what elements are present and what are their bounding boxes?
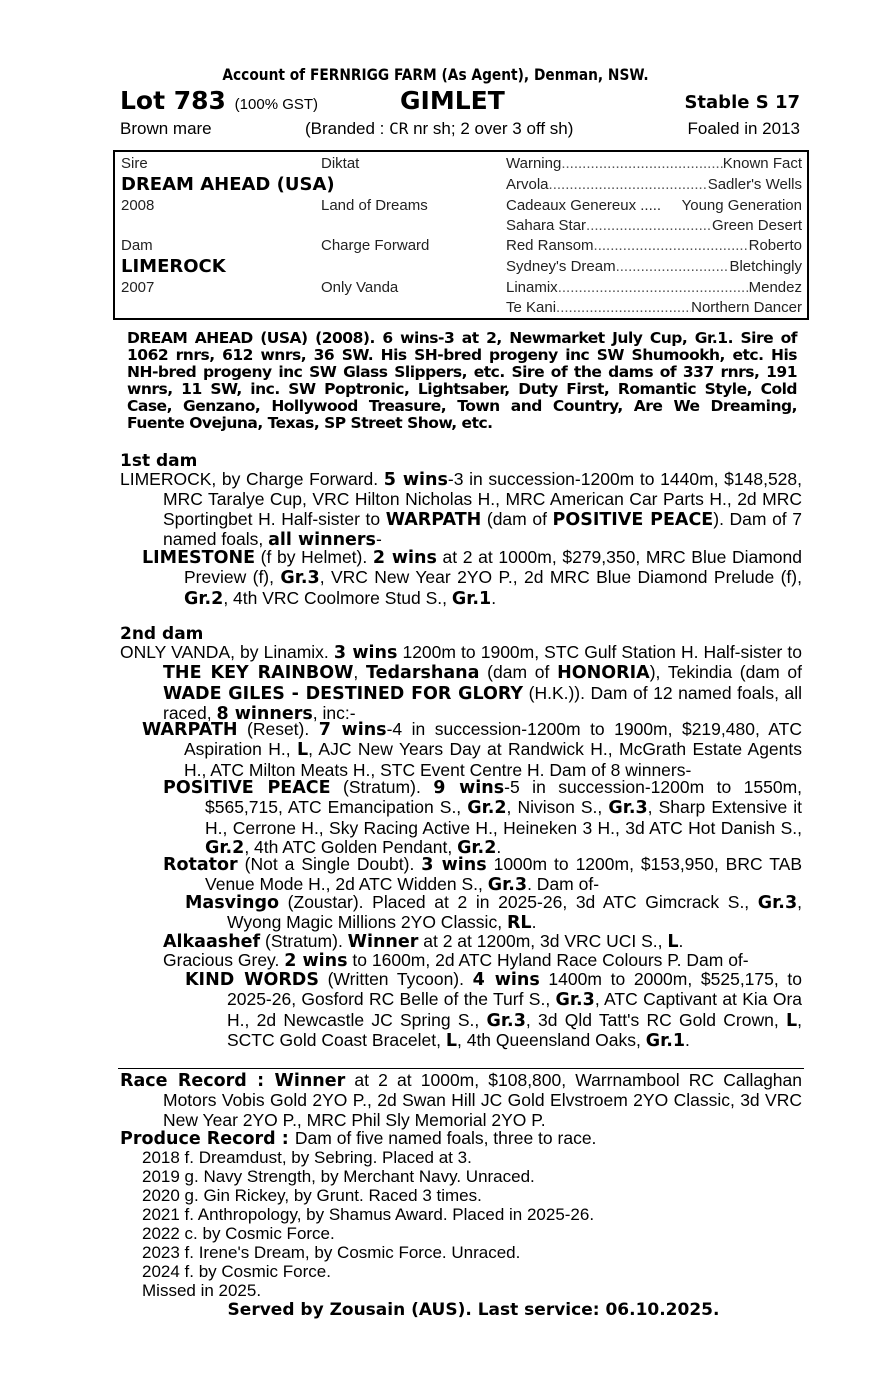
gp-row bbox=[506, 196, 802, 216]
text: , inc:- bbox=[312, 703, 356, 724]
gp-row bbox=[506, 236, 802, 256]
gst-note: (100% GST) bbox=[234, 96, 319, 113]
gp-row bbox=[506, 298, 802, 318]
gp-left: Red Ransom bbox=[506, 237, 594, 254]
horse-name: GIMLET bbox=[400, 86, 505, 115]
bold-text: Gr.2 bbox=[457, 838, 497, 859]
bold-text: Gr.2 bbox=[205, 838, 245, 859]
bold-text: Gr.3 bbox=[280, 568, 320, 589]
bold-text: Gr.3 bbox=[487, 875, 528, 896]
sire-year: 2008 bbox=[121, 197, 155, 214]
gp-right: Green Desert bbox=[711, 217, 802, 234]
limestone-paragraph bbox=[142, 548, 802, 609]
pedigree-table bbox=[113, 150, 809, 320]
sire-name: DREAM AHEAD (USA) bbox=[121, 174, 335, 195]
produce-item: 2022 c. by Cosmic Force. bbox=[142, 1224, 335, 1243]
bold-text: Gr.3 bbox=[757, 893, 798, 913]
text: , Sharp Extensive it H., Cerrone H., Sky Racing Active H., Heineken 3 H., 3d ATC Hot Danish S., bbox=[205, 797, 802, 838]
text: . Dam of- bbox=[527, 874, 600, 895]
second-dam-heading: 2nd dam bbox=[120, 624, 204, 644]
gp-right: Bletchingly bbox=[729, 258, 802, 275]
kind-words-paragraph bbox=[185, 970, 802, 1052]
gp-row bbox=[506, 175, 802, 195]
gp-row bbox=[506, 154, 802, 174]
text: , Nivison S., bbox=[506, 797, 609, 818]
gp-left: Sahara Star bbox=[506, 217, 587, 234]
bold-text: 7 wins bbox=[318, 720, 387, 740]
gp-dots bbox=[616, 257, 730, 277]
bold-text: WARPATH bbox=[142, 720, 238, 740]
bold-text: Winner bbox=[347, 932, 419, 952]
text: at 2 at 1000m, $279,350, MRC Blue Diamond Preview (f), bbox=[184, 547, 802, 588]
text: (dam of bbox=[479, 662, 558, 683]
bold-text: Gr.3 bbox=[486, 1010, 526, 1031]
produce-item: 2023 f. Irene's Dream, by Cosmic Force. Unraced. bbox=[142, 1243, 521, 1262]
text: -3 in succession-1200m to 1440m, $148,528, MRC Taralye Cup, VRC Hilton Nicholas H., MRC American Car Parts H., 2d MRC Sportingbet H. Half-sister to bbox=[163, 469, 803, 529]
gp-dots bbox=[594, 236, 749, 256]
gp-left: Linamix bbox=[506, 279, 558, 296]
produce-item: 2019 g. Navy Strength, by Merchant Navy. Unraced. bbox=[142, 1167, 535, 1186]
text: (H.K.)). Dam of 12 named foals, all raced, bbox=[163, 682, 802, 724]
bold-text: 3 wins bbox=[421, 855, 487, 875]
text: 1400m to 2000m, $525,175, to 2025-26, Gosford RC Belle of the Turf S., bbox=[227, 969, 802, 1010]
text: 1000m to 1200m, $153,950, BRC TAB Venue Mode H., 2d ATC Widden S., bbox=[205, 854, 802, 895]
text: -5 in succession-1200m to 1550m, $565,715, ATC Emancipation S., bbox=[205, 777, 803, 818]
text: -4 in succession-1200m to 1900m, $219,480, ATC Aspiration H., bbox=[184, 719, 803, 760]
horse-description: Brown mare bbox=[120, 119, 212, 138]
positive-peace-paragraph bbox=[163, 778, 802, 859]
text: , SCTC Gold Coast Bracelet, bbox=[227, 1009, 802, 1051]
bold-text: WARPATH bbox=[385, 509, 482, 530]
brand-rest: nr sh; 2 over 3 off sh) bbox=[408, 119, 574, 138]
text: to 1600m, 2d ATC Hyland Race Colours P. Dam of- bbox=[347, 950, 749, 970]
gp-left: Warning bbox=[506, 155, 562, 172]
stable-number: Stable S 17 bbox=[684, 92, 800, 113]
produce-record-label: Produce Record : bbox=[120, 1129, 295, 1149]
gp-dots bbox=[561, 154, 722, 174]
masvingo-paragraph bbox=[185, 893, 802, 934]
text: (Written Tycoon). bbox=[318, 969, 473, 989]
text: at 2 at 1000m, $108,800, Warrnambool RC Callaghan Motors Vobis Gold 2YO P., 2d Swan Hill JC Gold Elvstroem 2YO Classic, 3d VRC New Year 2YO P., MRC Phil Sly Memorial 2YO P. bbox=[163, 1070, 803, 1130]
bold-text: 4 wins bbox=[472, 970, 540, 990]
text: ). Dam of 7 named foals, bbox=[163, 508, 802, 550]
gp-right: Northern Dancer bbox=[691, 299, 802, 316]
bold-text: 5 wins bbox=[383, 470, 448, 490]
bold-text: L bbox=[785, 1010, 798, 1031]
bold-text: LIMESTONE bbox=[142, 548, 256, 568]
bold-text: Gr.2 bbox=[467, 798, 507, 819]
foaled-year: Foaled in 2013 bbox=[687, 119, 800, 138]
bold-text: Masvingo bbox=[185, 893, 280, 913]
text: at 2 at 1200m, 3d VRC UCI S., bbox=[418, 931, 668, 951]
text: . bbox=[685, 1030, 690, 1051]
bold-text: 3 wins bbox=[333, 643, 398, 663]
text: , 4th VRC Coolmore Stud S., bbox=[223, 587, 452, 608]
bold-text: L bbox=[445, 1031, 457, 1052]
bold-text: POSITIVE PEACE bbox=[163, 778, 331, 798]
brand-info bbox=[305, 119, 573, 139]
bold-text: Winner bbox=[274, 1071, 346, 1091]
text: ), Tekindia (dam of bbox=[649, 662, 803, 683]
gp-right: Mendez bbox=[748, 279, 802, 296]
dam-label: Dam bbox=[121, 237, 153, 254]
gp-row bbox=[506, 278, 802, 298]
produce-item: 2021 f. Anthropology, by Shamus Award. Placed in 2025-26. bbox=[142, 1205, 595, 1224]
text: 1200m to 1900m, STC Gulf Station H. Half-sister to bbox=[397, 642, 802, 662]
sire-sire: Diktat bbox=[321, 155, 360, 172]
service-note: Served by Zousain (AUS). Last service: 06.10.2025. bbox=[227, 1300, 720, 1320]
bold-text: Alkaashef bbox=[163, 932, 261, 952]
bold-text: 2 wins bbox=[372, 548, 437, 568]
gp-right: Known Fact bbox=[722, 155, 802, 172]
brand-mark: CR bbox=[389, 119, 409, 138]
text: , VRC New Year 2YO P., 2d MRC Blue Diamond Prelude (f), bbox=[319, 567, 802, 588]
bold-text: all winners bbox=[268, 530, 376, 551]
gp-dots bbox=[549, 175, 708, 195]
bold-text: WADE GILES - DESTINED FOR GLORY bbox=[163, 683, 524, 704]
produce-item: 2020 g. Gin Rickey, by Grunt. Raced 3 times. bbox=[142, 1186, 482, 1205]
rotator-paragraph bbox=[163, 855, 802, 896]
bold-text: 8 winners bbox=[216, 704, 313, 725]
produce-item: 2024 f. by Cosmic Force. bbox=[142, 1262, 331, 1281]
bold-text: HONORIA bbox=[557, 663, 650, 684]
gp-right: Young Generation bbox=[681, 197, 802, 214]
dam-name: LIMEROCK bbox=[121, 256, 226, 277]
section-divider bbox=[118, 1068, 804, 1069]
produce-record bbox=[120, 1129, 802, 1149]
gp-left: Sydney's Dream bbox=[506, 258, 616, 275]
lot-number bbox=[120, 86, 318, 115]
text: . bbox=[496, 837, 502, 858]
gp-dots bbox=[586, 216, 712, 236]
dam-dam: Only Vanda bbox=[321, 279, 399, 296]
bold-text: Tedarshana bbox=[366, 663, 480, 684]
text: , 3d Qld Tatt's RC Gold Crown, bbox=[525, 1009, 786, 1030]
bold-text: RL bbox=[506, 913, 532, 934]
gp-left: Arvola bbox=[506, 176, 549, 193]
text: (Zoustar). Placed at 2 in 2025-26, 3d ATC Gimcrack S., bbox=[279, 892, 758, 912]
text: (Stratum). bbox=[330, 777, 434, 797]
text: , Wyong Magic Millions 2YO Classic, bbox=[227, 892, 802, 933]
bold-text: POSITIVE PEACE bbox=[552, 509, 714, 530]
text: (Not a Single Doubt). bbox=[237, 854, 422, 874]
gp-row bbox=[506, 257, 802, 277]
second-dam-paragraph bbox=[120, 643, 802, 725]
text: . bbox=[531, 912, 537, 933]
text: , 4th ATC Golden Pendant, bbox=[244, 837, 458, 858]
brand-prefix: (Branded : bbox=[305, 119, 390, 138]
account-line: Account of FERNRIGG FARM (As Agent), Denman, NSW. bbox=[222, 65, 649, 84]
bold-text: Gr.3 bbox=[555, 990, 595, 1011]
produce-item: 2018 f. Dreamdust, by Sebring. Placed at 3. bbox=[142, 1148, 472, 1167]
gp-dots bbox=[558, 278, 749, 298]
text: ONLY VANDA, by Linamix. bbox=[120, 642, 334, 662]
text: . bbox=[491, 587, 497, 608]
gp-left: Te Kani bbox=[506, 299, 557, 316]
race-record bbox=[120, 1071, 802, 1130]
gp-right: Roberto bbox=[748, 237, 802, 254]
gp-dots bbox=[556, 298, 691, 318]
text: , ATC Captivant at Kia Ora H., 2d Newcastle JC Spring S., bbox=[227, 989, 803, 1030]
text: LIMEROCK, by Charge Forward. bbox=[120, 469, 384, 489]
text: , 4th Queensland Oaks, bbox=[456, 1030, 646, 1051]
text: , bbox=[353, 662, 367, 683]
bold-text: L bbox=[667, 932, 679, 952]
gp-row bbox=[506, 216, 802, 236]
bold-text: 9 wins bbox=[433, 778, 505, 798]
first-dam-paragraph bbox=[120, 470, 802, 551]
gp-right: Sadler's Wells bbox=[707, 176, 802, 193]
dam-year: 2007 bbox=[121, 279, 155, 296]
text: , AJC New Years Day at Randwick H., McGrath Estate Agents H., ATC Milton Meats H., STC Event Centre H. Dam of 8 winners- bbox=[184, 739, 803, 780]
race-record-label: Race Record : bbox=[120, 1071, 275, 1091]
gp-left: Cadeaux Genereux ..... bbox=[506, 197, 662, 214]
bold-text: L bbox=[296, 740, 309, 761]
bold-text: 2 wins bbox=[284, 951, 348, 971]
bold-text: THE KEY RAINBOW bbox=[163, 663, 354, 684]
warpath-paragraph bbox=[142, 720, 802, 780]
bold-text: Gr.1 bbox=[645, 1031, 686, 1052]
text: (f by Helmet). bbox=[255, 547, 373, 567]
first-dam-heading: 1st dam bbox=[120, 451, 198, 471]
text: (Stratum). bbox=[260, 931, 348, 951]
sire-label: Sire bbox=[121, 155, 148, 172]
bold-text: Gr.1 bbox=[451, 588, 492, 609]
gp-gap bbox=[661, 196, 682, 216]
text: (Reset). bbox=[237, 719, 319, 739]
dam-sire: Charge Forward bbox=[321, 237, 430, 254]
text: Gracious Grey. bbox=[163, 950, 285, 970]
text: - bbox=[375, 529, 382, 550]
text: . bbox=[678, 931, 684, 951]
bold-text: Rotator bbox=[163, 855, 238, 875]
produce-item: Missed in 2025. bbox=[142, 1281, 262, 1300]
lot-label: Lot 783 bbox=[120, 86, 226, 115]
text: (dam of bbox=[481, 508, 553, 529]
text: Dam of five named foals, three to race. bbox=[294, 1128, 597, 1148]
bold-text: Gr.3 bbox=[608, 798, 648, 819]
sire-dam: Land of Dreams bbox=[321, 197, 428, 214]
sire-summary: DREAM AHEAD (USA) (2008). 6 wins-3 at 2, Newmarket July Cup, Gr.1. Sire of 1062 rnrs, 612 wnrs, 36 SW. His SH-bred progeny inc SW Shumookh, etc. His NH-bred progeny inc SW Glass Slippers, etc. Sire of the dams of 337 rnrs, 191 wnrs, 11 SW, inc. SW Poptronic, Lightsaber, Duty First, Romantic Style, Cold Case, Genzano, Hollywood Treasure, Town and Country, Are We Dreaming, Fuente Ovejuna, Texas, SP Street Show, etc. bbox=[127, 329, 797, 432]
bold-text: KIND WORDS bbox=[185, 970, 319, 990]
bold-text: Gr.2 bbox=[184, 588, 224, 609]
